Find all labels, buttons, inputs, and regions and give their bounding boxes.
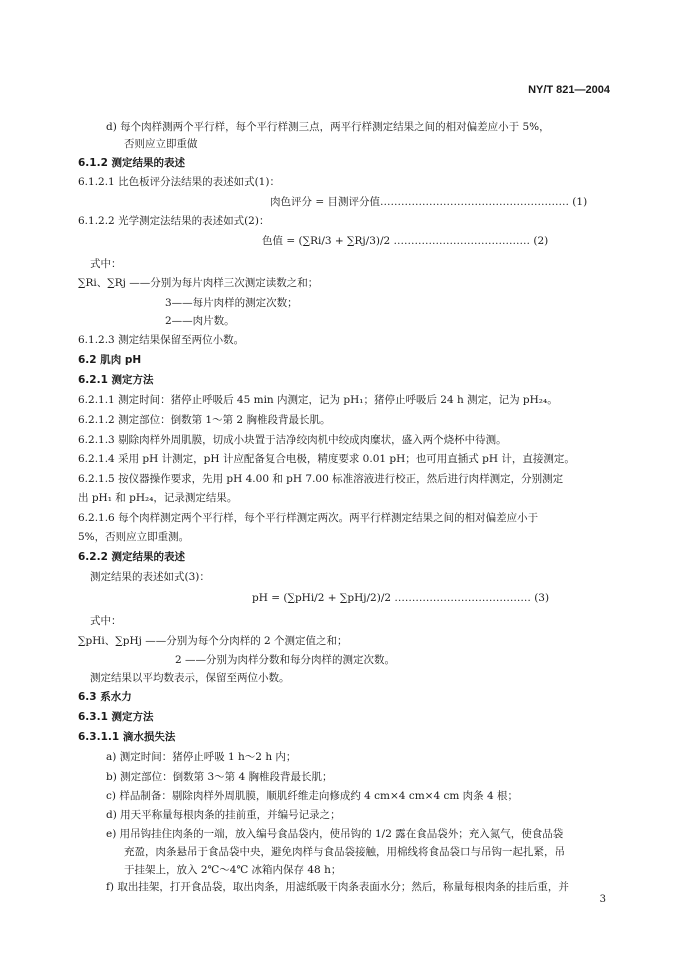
list-item-cont: 于挂架上，放入 2℃～4℃ 冰箱内保存 48 h；: [124, 864, 342, 876]
text-line: 5%，否则应立即重测。: [78, 531, 190, 543]
list-item: d) 用天平称量每根肉条的挂前重，并编号记录之；: [106, 809, 341, 821]
section-heading: 6.1.2 测定结果的表述: [78, 157, 186, 169]
text-line: 6.2.1.5 按仪器操作要求，先用 pH 4.00 和 pH 7.00 标准溶液进行校正，然后进行肉样测定，分别测定: [78, 473, 564, 485]
text-line: 6.2.1.6 每个肉样测定两个平行样，每个平行样测定两次。两平行样测定结果之间的相对偏差应小于: [78, 512, 539, 524]
list-item-cont: 充盈，肉条悬吊于食品袋中央，避免肉样与食品袋接触，用棉线将食品袋口与吊钩一起扎紧，吊: [124, 846, 565, 858]
standard-code-header: NY/T 821—2004: [528, 84, 610, 96]
text-line: 6.1.2.1 比色板评分法结果的表述如式(1)：: [78, 176, 280, 188]
text-line: 否则应立即重做: [124, 138, 198, 150]
text-line: 6.2.1.1 测定时间：猪停止呼吸后 45 min 内测定，记为 pH₁；猪停止呼吸后 24 h 测定，记为 pH₂₄。: [78, 394, 558, 406]
section-heading: 6.2.1 测定方法: [78, 374, 154, 386]
section-heading: 6.2.2 测定结果的表述: [78, 551, 186, 563]
text-line: 式中：: [90, 615, 122, 627]
text-line: 2——肉片数。: [165, 315, 235, 327]
page-number: 3: [599, 894, 606, 905]
section-heading: 6.3.1 测定方法: [78, 711, 154, 723]
text-line: 测定结果的表述如式(3)：: [90, 571, 210, 583]
list-item: e) 用吊钩挂住肉条的一端，放入编号食品袋内，使吊钩的 1/2 露在食品袋外；充入氮气，使食品袋: [106, 828, 564, 840]
text-line: 式中：: [90, 258, 122, 270]
text-line: 6.1.2.3 测定结果保留至两位小数。: [78, 334, 245, 346]
text-line: 6.2.1.4 采用 pH 计测定，pH 计应配备复合电极，精度要求 0.01 pH；也可用直插式 pH 计，直接测定。: [78, 453, 575, 465]
list-item: a) 测定时间：猪停止呼吸 1 h～2 h 内；: [106, 751, 297, 763]
text-line: 3——每片肉样的测定次数；: [165, 297, 298, 309]
list-item: c) 样品制备：剔除肉样外周肌膜，顺肌纤维走向修成约 4 cm×4 cm×4 cm 肉条 4 根；: [106, 790, 519, 802]
list-item: f) 取出挂架，打开食品袋，取出肉条，用滤纸吸干肉条表面水分；然后，称量每根肉条的挂后重，并: [106, 881, 569, 893]
text-line: 出 pH₁ 和 pH₂₄，记录测定结果。: [78, 492, 238, 504]
formula-1: 肉色评分 = 目测评分值……………………………………………… (1): [270, 196, 588, 208]
text-line: 6.2.1.2 测定部位：倒数第 1～第 2 胸椎段背最长肌。: [78, 414, 331, 426]
text-line: 测定结果以平均数表示，保留至两位小数。: [90, 672, 290, 684]
formula-2: 色值 = (∑Ri/3 + ∑Rj/3)/2 ………………………………… (2): [262, 235, 549, 247]
text-line: ∑pHi、∑pHj ——分别为每个分肉样的 2 个测定值之和；: [78, 635, 348, 647]
list-item: b) 测定部位：倒数第 3～第 4 胸椎段背最长肌；: [106, 771, 333, 783]
text-line: ∑Ri、∑Rj ——分别为每片肉样三次测定读数之和；: [78, 277, 319, 289]
text-line: 6.2.1.3 剔除肉样外周肌膜，切成小块置于洁净绞肉机中绞成肉糜状，盛入两个烧杯中待测。: [78, 434, 507, 446]
section-heading: 6.3 系水力: [78, 691, 132, 703]
text-line: 6.1.2.2 光学测定法结果的表述如式(2)：: [78, 215, 270, 227]
section-heading: 6.2 肌肉 pH: [78, 354, 142, 366]
text-line: d) 每个肉样测两个平行样，每个平行样测三点，两平行样测定结果之间的相对偏差应小于 5%，: [106, 121, 550, 133]
text-line: 2 ——分别为肉样分数和每分肉样的测定次数。: [175, 654, 396, 666]
formula-3: pH = (∑pHi/2 + ∑pHj/2)/2 ………………………………… (3): [252, 592, 550, 604]
section-heading: 6.3.1.1 滴水损失法: [78, 731, 176, 743]
